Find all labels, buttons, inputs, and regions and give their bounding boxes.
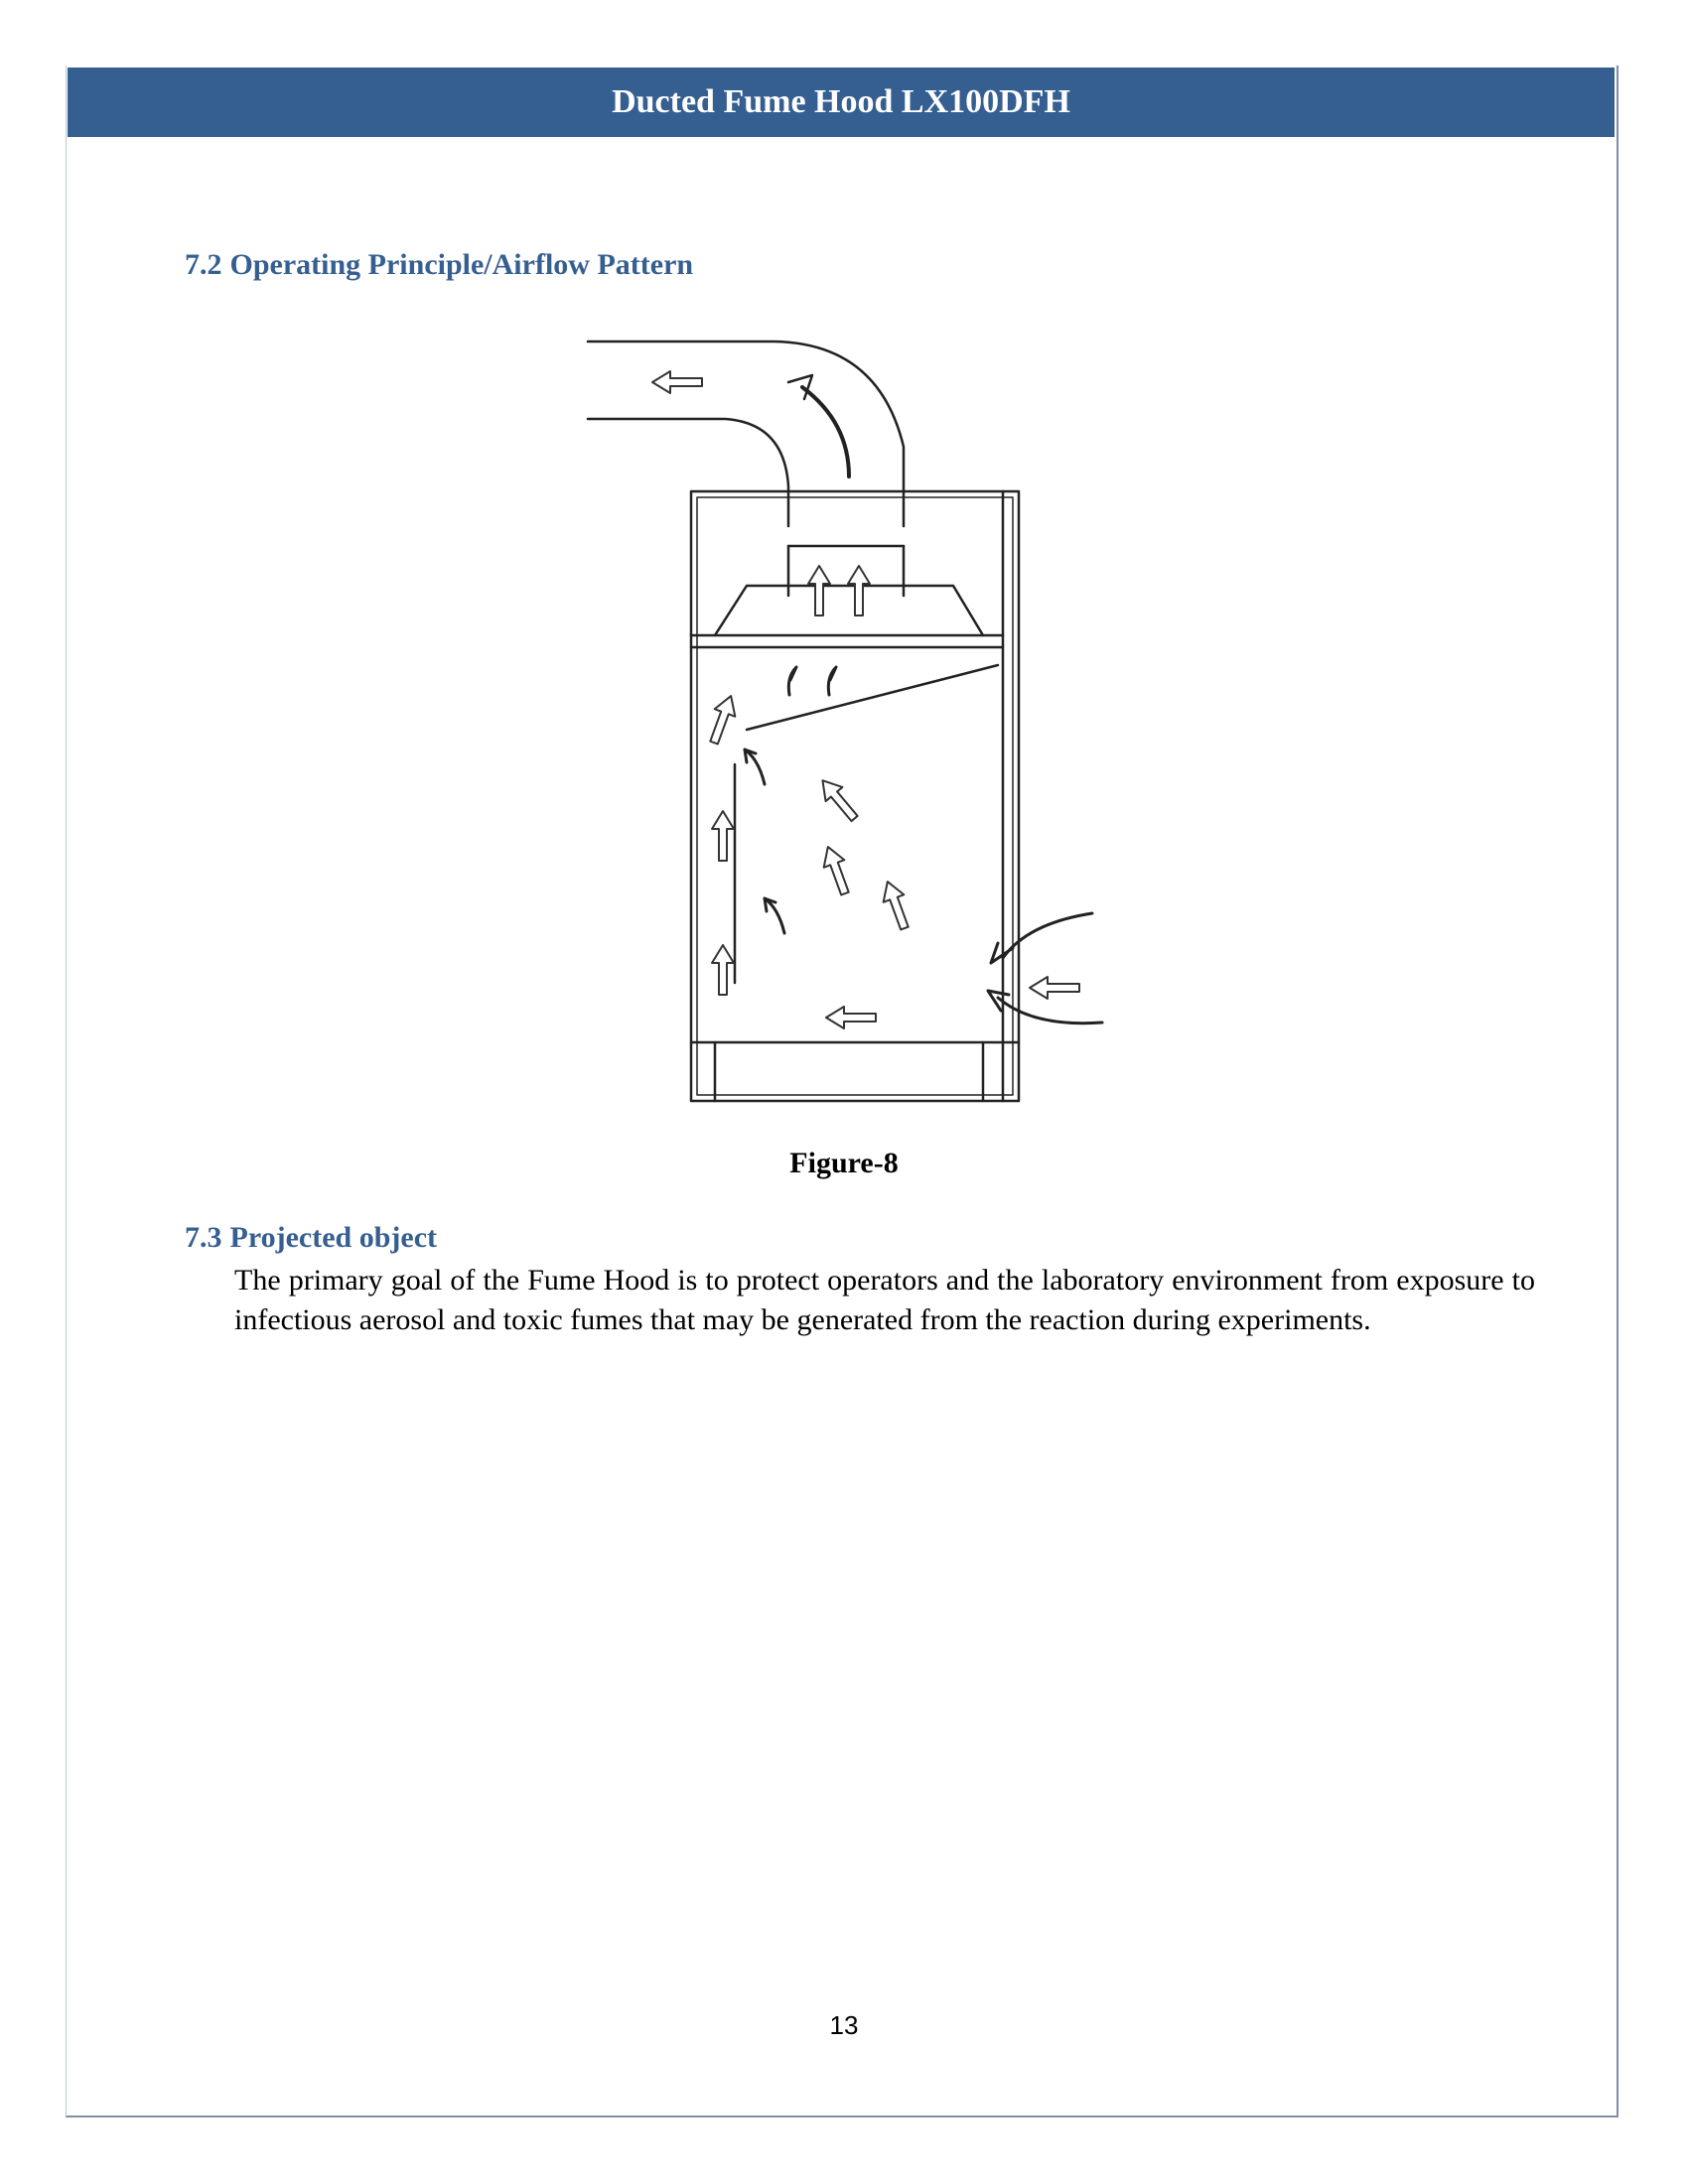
exhaust-arrow-left <box>652 371 702 393</box>
section-title: Projected object <box>229 1221 438 1254</box>
section-title: Operating Principle/Airflow Pattern <box>229 248 694 281</box>
inflow-arrows <box>988 913 1102 1024</box>
exhaust-duct <box>588 341 904 596</box>
section-heading-7-3 <box>185 1221 437 1255</box>
document-header <box>68 68 1615 137</box>
section-number: 7.2 <box>185 248 222 281</box>
section-number: 7.3 <box>185 1221 222 1254</box>
figure-caption: Figure-8 <box>789 1147 899 1179</box>
page-number: 13 <box>829 2010 859 2040</box>
section-body-text: The primary goal of the Fume Hood is to protect operators and the laboratory environment from exposure to infectious aerosol and toxic fumes that may be generated from the reaction during experiments. <box>234 1264 1535 1336</box>
section-heading-7-2 <box>185 248 693 282</box>
exhaust-arrow-curved <box>788 375 849 477</box>
document-title: Ducted Fume Hood LX100DFH <box>612 83 1070 120</box>
fume-hood-airflow-diagram <box>576 328 1132 1112</box>
